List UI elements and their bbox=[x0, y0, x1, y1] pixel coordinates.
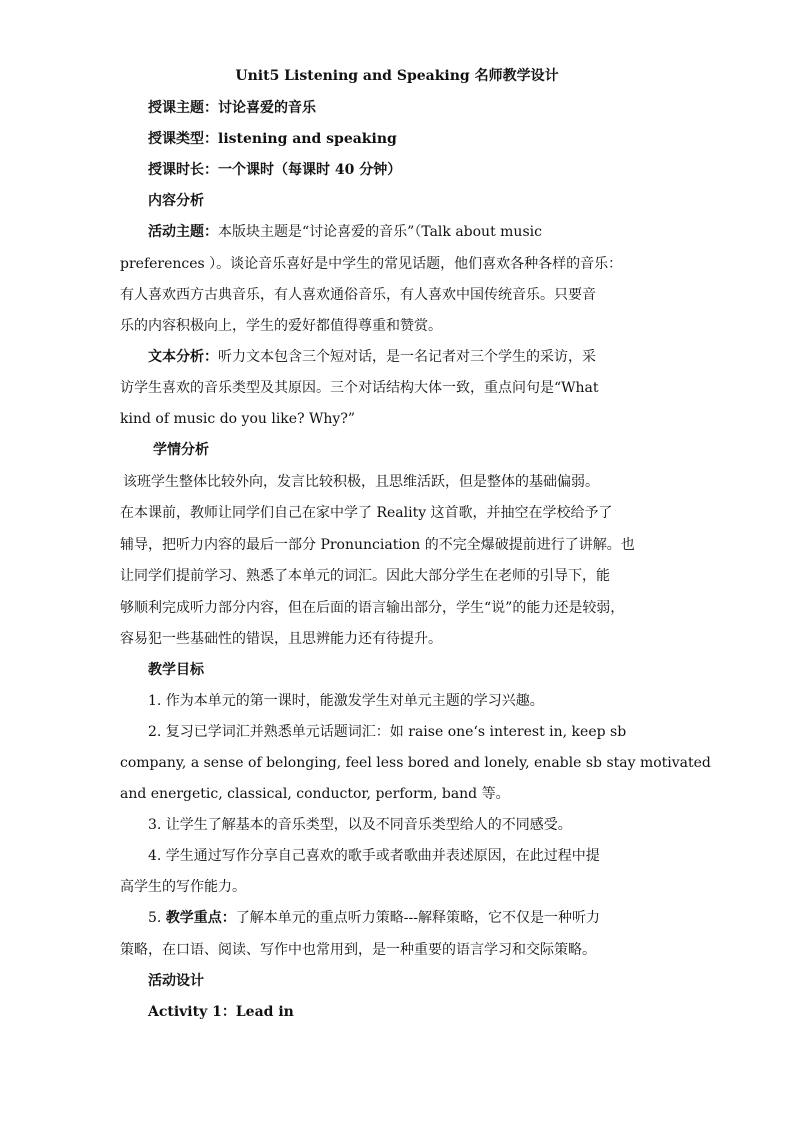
student-line-6: 容易犯一些基础性的错误，且思辨能力还有待提升。 bbox=[120, 631, 442, 647]
theme-label: 活动主题： bbox=[148, 224, 218, 240]
objective-2-line-1: 2. 复习已学词汇并熟悉单元话题词汇：如 raise one‘s interest in, keep sb bbox=[148, 724, 627, 740]
activity-1-heading: Activity 1：Lead in bbox=[148, 1004, 294, 1020]
objectives-heading: 教学目标 bbox=[148, 662, 204, 678]
student-analysis-heading: 学情分析 bbox=[153, 442, 209, 458]
text-analysis-line-2: 访学生喜欢的音乐类型及其原因。三个对话结构大体一致，重点问句是“What bbox=[120, 380, 599, 396]
student-line-1: 该班学生整体比较外向，发言比较积极，且思维活跃，但是整体的基础偏弱。 bbox=[123, 474, 599, 490]
info-topic-label: 授课主题： bbox=[148, 100, 218, 116]
info-type-label: 授课类型： bbox=[148, 131, 218, 147]
theme-line-4: 乐的内容积极向上，学生的爱好都值得尊重和赞赏。 bbox=[120, 318, 442, 334]
student-line-2: 在本课前，教师让同学们自己在家中学了 Reality 这首歌，并抽空在学校给予了 bbox=[120, 505, 613, 521]
objective-5-label: 教学重点： bbox=[165, 910, 236, 926]
objective-4-line-1: 4. 学生通过写作分享自己喜欢的歌手或者歌曲并表述原因，在此过程中提 bbox=[148, 848, 600, 864]
objective-1: 1. 作为本单元的第一课时，能激发学生对单元主题的学习兴趣。 bbox=[148, 693, 544, 709]
objective-5-line-1 bbox=[148, 908, 600, 928]
student-line-3: 辅导，把听力内容的最后一部分 Pronunciation 的不完全爆破提前进行了讲解。也 bbox=[120, 537, 635, 553]
objective-5-number: 5. bbox=[148, 910, 166, 926]
objective-3: 3. 让学生了解基本的音乐类型，以及不同音乐类型给人的不同感受。 bbox=[148, 817, 572, 833]
activity-design-heading: 活动设计 bbox=[148, 973, 204, 989]
info-topic bbox=[148, 98, 316, 118]
objective-4-line-2: 高学生的写作能力。 bbox=[120, 879, 246, 895]
objective-5-text: 了解本单元的重点听力策略---解释策略，它不仅是一种听力 bbox=[235, 910, 601, 926]
theme-text: 本版块主题是“讨论喜爱的音乐”（Talk about music bbox=[218, 224, 542, 240]
info-duration-label: 授课时长： bbox=[148, 162, 218, 178]
student-line-4: 让同学们提前学习、熟悉了本单元的词汇。因此大部分学生在老师的引导下，能 bbox=[120, 568, 610, 584]
document-title: Unit5 Listening and Speaking 名师教学设计 bbox=[235, 68, 559, 84]
text-analysis-label: 文本分析： bbox=[148, 349, 218, 365]
info-topic-value: 讨论喜爱的音乐 bbox=[218, 100, 316, 116]
student-line-5: 够顺利完成听力部分内容，但在后面的语言输出部分，学生“说”的能力还是较弱， bbox=[120, 600, 625, 616]
text-analysis-line-1 bbox=[148, 347, 596, 367]
text-analysis-text: 听力文本包含三个短对话，是一名记者对三个学生的采访，采 bbox=[218, 349, 596, 365]
info-type bbox=[148, 129, 397, 149]
objective-5-line-2: 策略，在口语、阅读、写作中也常用到，是一种重要的语言学习和交际策略。 bbox=[120, 942, 596, 958]
info-duration bbox=[148, 160, 401, 180]
objective-2-line-2: company, a sense of belonging, feel less bored and lonely, enable sb stay motivated bbox=[120, 755, 711, 771]
theme-line-2: preferences ）。谈论音乐喜好是中学生的常见话题，他们喜欢各种各样的音乐： bbox=[120, 256, 623, 272]
theme-line-3: 有人喜欢西方古典音乐，有人喜欢通俗音乐，有人喜欢中国传统音乐。只要音 bbox=[120, 287, 596, 303]
objective-2-line-3: and energetic, classical, conductor, perform, band 等。 bbox=[120, 786, 510, 802]
content-analysis-heading: 内容分析 bbox=[148, 193, 204, 209]
info-type-value: listening and speaking bbox=[218, 131, 397, 147]
theme-line-1 bbox=[148, 222, 542, 242]
info-duration-value: 一个课时（每课时 40 分钟） bbox=[218, 162, 402, 178]
text-analysis-line-3: kind of music do you like? Why?” bbox=[120, 411, 355, 427]
